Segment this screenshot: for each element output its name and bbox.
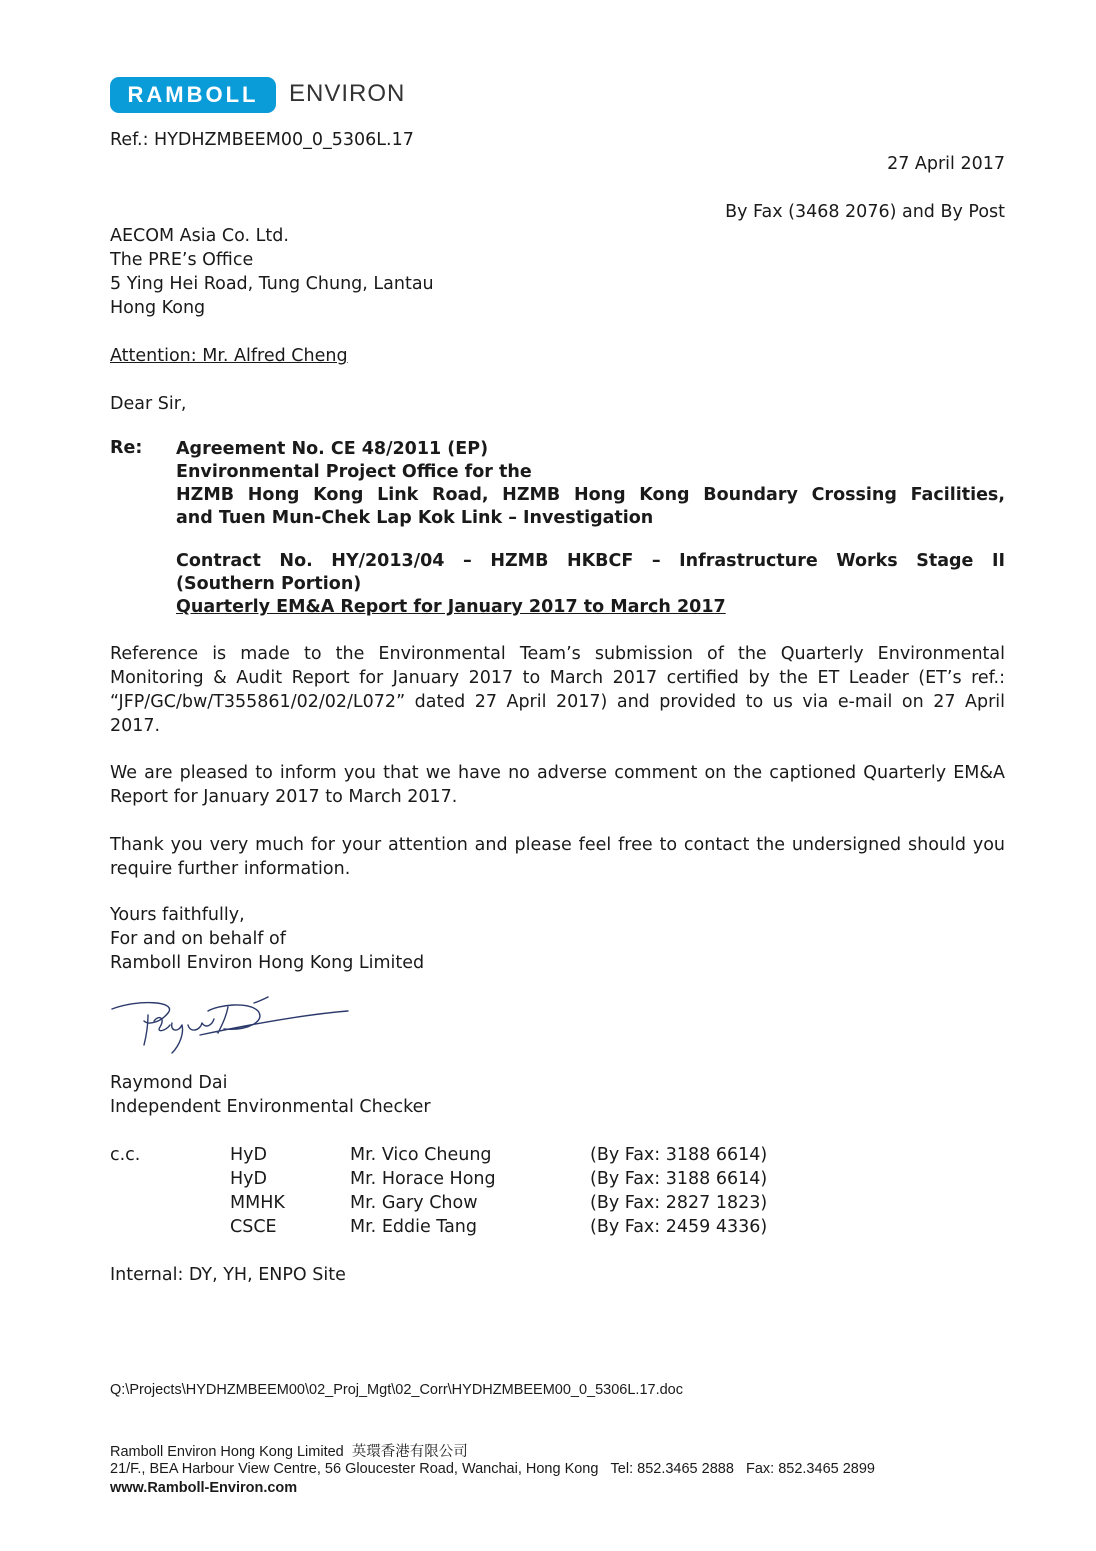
cc-label: c.c. — [110, 1145, 141, 1165]
subject-contract-portion: (Southern Portion) — [176, 574, 362, 594]
cc-fax: (By Fax: 2827 1823) — [590, 1193, 768, 1213]
closing-line: Yours faithfully, — [110, 905, 245, 925]
subject-report-title: Quarterly EM&A Report for January 2017 to March 2017 — [176, 597, 726, 617]
subject-project-line2: and Tuen Mun-Chek Lap Kok Link – Investigation — [176, 508, 654, 528]
signatory-title: Independent Environmental Checker — [110, 1097, 431, 1117]
signature-image — [108, 995, 358, 1061]
footer-tel: Tel: 852.3465 2888 — [610, 1461, 734, 1477]
cc-org: MMHK — [230, 1193, 285, 1213]
cc-org: CSCE — [230, 1217, 277, 1237]
subject-contract-block — [176, 550, 1005, 619]
cc-org: HyD — [230, 1145, 267, 1165]
cc-name: Mr. Gary Chow — [350, 1193, 478, 1213]
cc-fax: (By Fax: 3188 6614) — [590, 1145, 768, 1165]
footer-contact-line — [110, 1461, 875, 1477]
body-paragraph-3: Thank you very much for your attention and please feel free to contact the undersigned should you require further information. — [110, 835, 1005, 879]
subject-contract: Contract No. HY/2013/04 – HZMB HKBCF – Infrastructure Works Stage II — [176, 551, 1005, 571]
footer-company-line — [110, 1440, 468, 1461]
file-path: Q:\Projects\HYDHZMBEEM00\02_Proj_Mgt\02_Corr\HYDHZMBEEM00_0_5306L.17.doc — [110, 1382, 683, 1398]
logo-text: RAMBOLL — [127, 82, 259, 107]
reference-number: Ref.: HYDHZMBEEM00_0_5306L.17 — [110, 130, 414, 150]
subject-agreement: Agreement No. CE 48/2011 (EP) — [176, 439, 489, 459]
logo-suffix: ENVIRON — [289, 80, 406, 107]
cc-fax: (By Fax: 2459 4336) — [590, 1217, 768, 1237]
delivery-method: By Fax (3468 2076) and By Post — [725, 202, 1005, 222]
footer-company-chinese: 英環香港有限公司 — [351, 1444, 468, 1460]
cc-fax: (By Fax: 3188 6614) — [590, 1169, 768, 1189]
footer-website[interactable]: www.Ramboll-Environ.com — [110, 1480, 298, 1496]
footer-fax: Fax: 852.3465 2899 — [745, 1461, 875, 1477]
subject-office: Environmental Project Office for the — [176, 462, 532, 482]
salutation: Dear Sir, — [110, 394, 187, 414]
cc-name: Mr. Eddie Tang — [350, 1217, 477, 1237]
re-label: Re: — [110, 438, 143, 458]
signatory-name: Raymond Dai — [110, 1073, 228, 1093]
cc-name: Mr. Horace Hong — [350, 1169, 496, 1189]
recipient-company: AECOM Asia Co. Ltd. — [110, 226, 289, 246]
recipient-city: Hong Kong — [110, 298, 206, 318]
recipient-office: The PRE’s Office — [110, 250, 254, 270]
company-logo — [110, 77, 276, 113]
cc-name: Mr. Vico Cheung — [350, 1145, 492, 1165]
body-paragraph-1: Reference is made to the Environmental Team’s submission of the Quarterly Environmental Monitoring & Audit Report for January 2017 to March 2017 certified by the ET Leader (ET’s ref.: “JFP/GC/bw/T355861/02/02/L072” dated 27 April 2017) and provided to us via e-mail on 27 April 2017. — [110, 644, 1005, 736]
subject-block — [176, 438, 1005, 530]
body-paragraph-2: We are pleased to inform you that we have no adverse comment on the captioned Quarterly EM&A Report for January 2017 to March 2017. — [110, 763, 1005, 807]
internal-distribution: Internal: DY, YH, ENPO Site — [110, 1265, 346, 1285]
closing-behalf: For and on behalf of — [110, 929, 286, 949]
attention-line: Attention: Mr. Alfred Cheng — [110, 346, 348, 366]
recipient-street: 5 Ying Hei Road, Tung Chung, Lantau — [110, 274, 434, 294]
subject-project-line1: HZMB Hong Kong Link Road, HZMB Hong Kong Boundary Crossing Facilities, — [176, 485, 1005, 505]
closing-company: Ramboll Environ Hong Kong Limited — [110, 953, 425, 973]
cc-org: HyD — [230, 1169, 267, 1189]
footer-company: Ramboll Environ Hong Kong Limited — [110, 1444, 344, 1460]
letter-date: 27 April 2017 — [887, 154, 1005, 174]
footer-address: 21/F., BEA Harbour View Centre, 56 Gloucester Road, Wanchai, Hong Kong — [110, 1461, 599, 1477]
